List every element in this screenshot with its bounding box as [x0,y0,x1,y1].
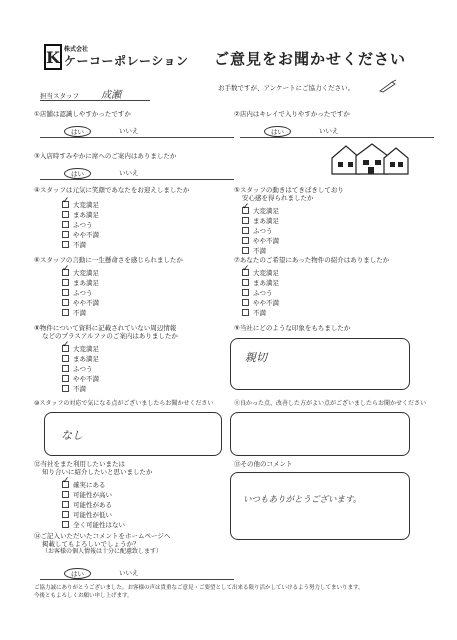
question-5: ⑤スタッフの動きはてきぱきしており 安心感を得られましたか [234,186,344,203]
company-name: ケーコーポレーション [64,54,189,68]
q12-option[interactable]: 可能性がある [62,500,125,510]
checkbox[interactable] [242,279,249,286]
question-9: ⑨当社にどのような印象をもちましたか [234,324,351,332]
checkbox-checked[interactable] [62,201,69,208]
checkbox[interactable] [242,227,249,234]
q10-comment-box[interactable] [44,412,222,456]
q13-answer: いつもありがとうございます。 [243,495,362,505]
q6-option[interactable]: まあ満足 [62,278,99,288]
checkbox[interactable] [62,221,69,228]
q8-option[interactable]: 不満 [62,384,99,394]
q12-options [62,480,125,530]
checkbox[interactable] [62,365,69,372]
q3-no[interactable]: いいえ [119,169,139,177]
company-prefix: 株式会社 [64,46,89,53]
checkbox-checked[interactable] [242,207,249,214]
staff-value: 成瀬 [101,90,122,101]
question-1: ①店舗は認識しやすかったですか [34,110,131,118]
staff-label: 担当スタッフ [40,92,79,100]
survey-title: ご意見をお聞かせください [214,50,407,68]
checkbox[interactable] [242,309,249,316]
pencil-doodle [378,78,398,92]
q7-option[interactable]: やや不満 [242,298,279,308]
footer-note: ご協力誠にありがとうございました。お客様の声は貴重なご意見・ご要望として出来る限り活かしていけるよう努力してまいります。 今後ともよろしくお願い申し上げます。 [34,585,364,600]
checkbox[interactable] [62,501,69,508]
checkbox[interactable] [62,211,69,218]
q8-options [62,344,99,394]
question-3: ③入店時すみやかに席へのご案内はありましたか [34,152,177,160]
q1-answer [40,126,234,138]
question-8: ⑧物件について資料に記載されていない周辺情報 などのプラスアルファのご案内はありましたか [34,324,178,341]
q2-answer [240,126,434,138]
question-7: ⑦あなたのご希望にあった物件の紹介はありましたか [234,256,390,264]
question-13: ⑬その他のコメント [234,460,293,468]
checkbox-checked[interactable] [62,269,69,276]
q7-option[interactable]: まあ満足 [242,278,279,288]
q12-option[interactable]: 全く可能性はない [62,520,125,530]
checkbox-checked[interactable] [242,269,249,276]
checkbox[interactable] [62,289,69,296]
q7-option[interactable]: ✓大変満足 [242,268,279,278]
checkbox[interactable] [62,309,69,316]
q2-yes[interactable]: はい [264,126,291,137]
survey-intro: お手数ですが、アンケートにご協力ください。 [218,84,355,92]
checkbox[interactable] [62,375,69,382]
q4-option[interactable]: 不満 [62,240,99,250]
q3-yes[interactable]: はい [64,168,91,179]
q10-answer: なし [61,429,83,442]
checkbox-checked[interactable] [62,345,69,352]
q7-option[interactable]: ふつう [242,288,279,298]
question-2: ②店内はキレイで入りやすかったですか [234,110,350,118]
staff-field[interactable] [40,90,150,101]
checkbox[interactable] [62,521,69,528]
q8-option[interactable]: ふつう [62,364,99,374]
q4-option[interactable]: まあ満足 [62,210,99,220]
q4-option[interactable]: ふつう [62,220,99,230]
checkbox[interactable] [62,385,69,392]
q14-no[interactable]: いいえ [119,569,139,577]
q7-option[interactable]: 不満 [242,308,279,318]
q4-option[interactable]: やや不満 [62,230,99,240]
q3-answer [40,168,234,180]
q8-option[interactable]: やや不満 [62,374,99,384]
q5-option[interactable]: まあ満足 [242,216,279,226]
question-14: ⑭ご記入いただいたコメントをホームページへ 掲載してもよろしいでしょうか？ （お客様の個人情報は十分に配慮致します） [34,532,171,556]
question-12: ⑫当社をまた利用したいまたは 知り合いに紹介したいと思いましたか [34,460,153,477]
checkbox[interactable] [242,237,249,244]
q5-option[interactable]: ✓大変満足 [242,206,279,216]
q11-comment-box[interactable] [230,412,410,456]
q14-yes[interactable]: はい [64,568,91,579]
checkbox[interactable] [242,299,249,306]
houses-illustration [330,142,410,176]
checkbox[interactable] [62,511,69,518]
q4-options [62,200,99,250]
q6-option[interactable]: ふつう [62,288,99,298]
checkbox[interactable] [62,299,69,306]
checkbox[interactable] [62,355,69,362]
q2-no[interactable]: いいえ [319,127,339,135]
q6-option[interactable]: ✓大変満足 [62,268,99,278]
q6-option[interactable]: やや不満 [62,298,99,308]
q5-option[interactable]: 不満 [242,246,279,256]
q5-option[interactable]: ふつう [242,226,279,236]
checkbox[interactable] [62,231,69,238]
checkbox[interactable] [242,289,249,296]
question-4: ④スタッフは元気に笑顔であなたをお迎えしましたか [34,186,190,194]
q4-option[interactable]: ✓大変満足 [62,200,99,210]
q12-option[interactable]: 可能性が低い [62,510,125,520]
q6-option[interactable]: 不満 [62,308,99,318]
checkbox[interactable] [62,491,69,498]
q13-comment-box[interactable] [230,472,410,540]
q6-options [62,268,99,318]
q14-answer [40,568,234,580]
survey-sheet [30,40,430,610]
question-6: ⑥スタッフの言動に一生懸命さを感じられましたか [34,256,183,264]
q8-option[interactable]: ✓大変満足 [62,344,99,354]
q12-option[interactable]: 可能性が高い [62,490,125,500]
q12-option[interactable]: ✓確実にある [62,480,125,490]
checkbox[interactable] [242,217,249,224]
q9-answer: 親切 [245,351,267,364]
q7-options [242,268,279,318]
q5-options [242,206,279,256]
company-logo: K [44,44,62,70]
q5-option[interactable]: やや不満 [242,236,279,246]
checkbox-checked[interactable] [62,481,69,488]
q8-option[interactable]: まあ満足 [62,354,99,364]
question-10: ⑩スタッフの対応で気になる点がございましたらお聞かせください [34,400,214,407]
checkbox[interactable] [62,241,69,248]
q1-no[interactable]: いいえ [119,127,139,135]
question-11: ⑪良かった点、改善した方がよい点がございましたらお聞かせください [234,400,427,407]
q9-comment-box[interactable] [230,338,410,390]
checkbox[interactable] [242,247,249,254]
checkbox[interactable] [62,279,69,286]
q1-yes[interactable]: はい [64,126,91,137]
